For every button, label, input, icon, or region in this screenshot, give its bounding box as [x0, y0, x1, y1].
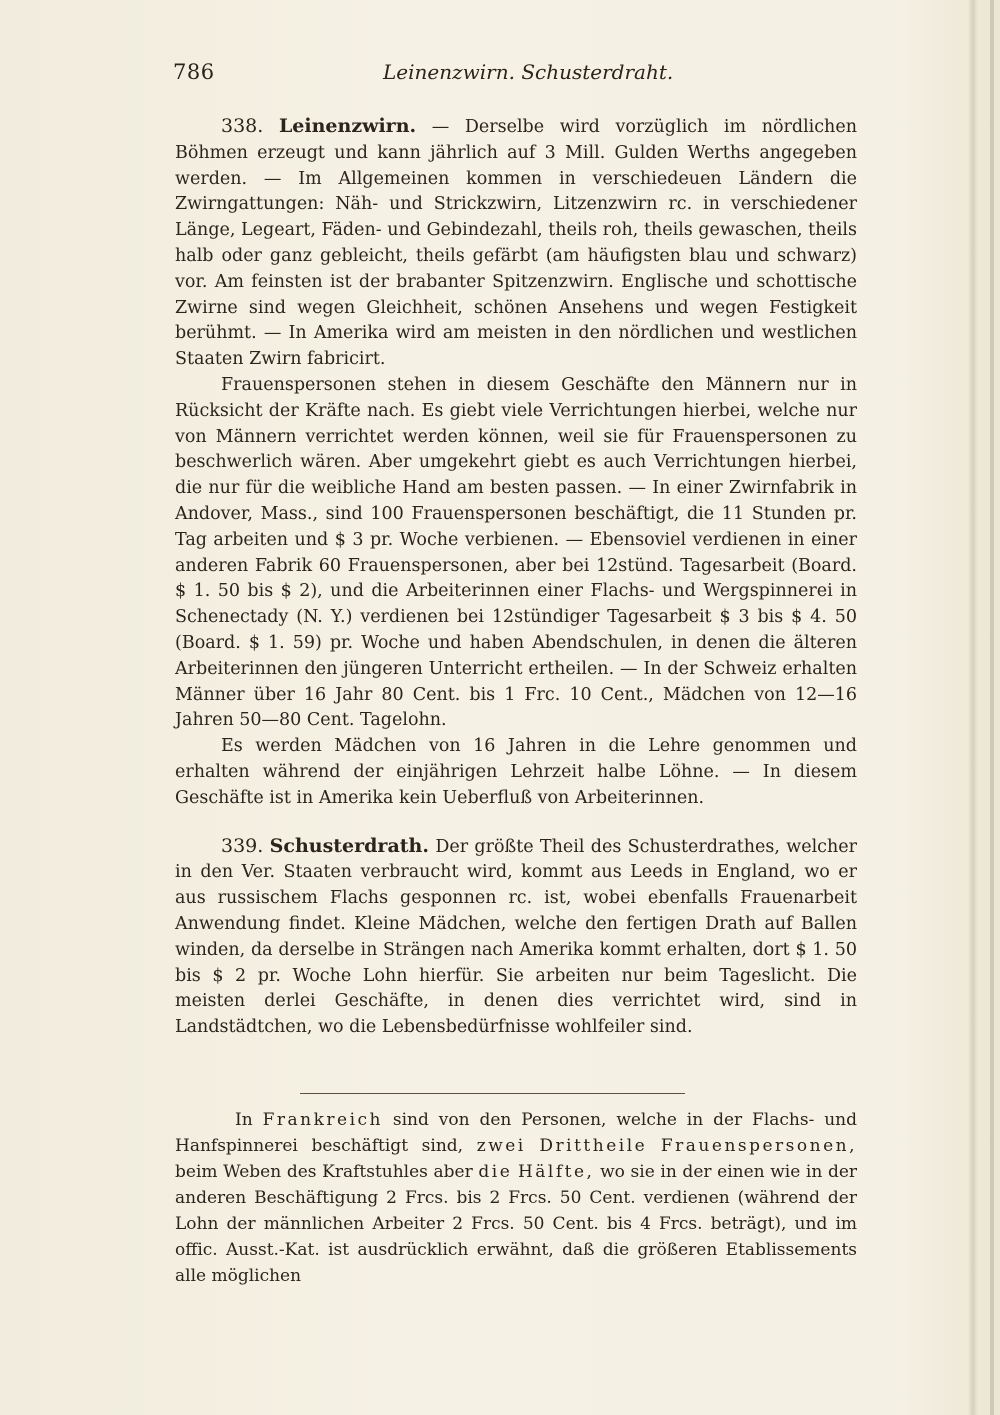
running-title: Leinenzwirn. Schusterdraht.	[383, 60, 674, 84]
section-339-paragraph	[175, 834, 857, 1041]
footnote-haelfte: Hälfte,	[517, 1162, 595, 1182]
footnote-zwei: zwei	[476, 1136, 526, 1156]
section-338-paragraph-3: Es werden Mädchen von 16 Jahren in die Lehre genommen und erhalten während der einjährigen Lehrzeit halbe Löhne. — In diesem Geschäfte ist in Amerika kein Ueberfluß von Arbeiterinnen.	[175, 736, 857, 808]
section-338-paragraph-1	[175, 114, 857, 373]
footnote-divider	[300, 1093, 685, 1094]
section-338-title: Leinenzwirn.	[278, 115, 417, 137]
footnote-frauenspersonen: Frauenspersonen,	[660, 1136, 858, 1156]
footnote-text-1: sind von den Personen, welche in der Flachs- und Hanfspinnerei beschäftigt sind,	[175, 1110, 858, 1156]
page-number: 786	[173, 60, 215, 84]
section-338-number: 338.	[221, 115, 264, 137]
section-339-title: Schusterdrath.	[269, 834, 429, 857]
footnote-word-in: In	[235, 1110, 253, 1130]
main-text	[175, 114, 857, 1041]
page-binding-shadow	[968, 0, 978, 1415]
footnote-die: die	[478, 1162, 513, 1182]
section-339-text: Der größte Theil des Schusterdrathes, welcher in den Ver. Staaten verbraucht wird, kommt aus Leeds in England, wo er aus russischem Flachs gesponnen rc. ist, wobei ebenfalls Frauenarbeit Anwendung findet. Kleine Mädchen, welche den fertigen Drath auf Ballen winden, da derselbe in Strängen nach Amerika kommt erhalten, dort $ 1. 50 bis $ 2 pr. Woche Lohn hierfür. Sie arbeiten nur beim Tageslicht. Die meisten derlei Geschäfte, in denen dies verrichtet wird, sind in Landstädtchen, wo die Lebensbedürfnisse wohlfeiler sind.	[175, 836, 857, 1038]
section-338-text: — Derselbe wird vorzüglich im nördlichen Böhmen erzeugt und kann jährlich auf 3 Mill. Gulden Werths angegeben werden. — Im Allgemeinen kommen in verschiedeuen Ländern die Zwirngattungen: Näh- und Strickzwirn, Litzenzwirn rc. in verschiedener Länge, Legeart, Fäden- und Gebindezahl, theils roh, theils gewaschen, theils halb oder ganz gebleicht, theils gefärbt (am häufigsten blau und schwarz) vor. Am feinsten ist der brabanter Spitzenzwirn. Englische und schottische Zwirne sind wegen Gleichheit, schönen Ansehens und wegen Festigkeit berühmt. — In Amerika wird am meisten in den nördlichen und westlichen Staaten Zwirn fabricirt.	[175, 117, 857, 370]
footnote-text-3: wo sie in der einen wie in der anderen Beschäftigung 2 Frcs. bis 2 Frcs. 50 Cent. verdienen (während der Lohn der männlichen Arbeiter 2 Frcs. 50 Cent. bis 4 Frcs. beträgt), und im offic. Ausst.-Kat. ist ausdrücklich erwähnt, daß die größeren Etablissements alle möglichen	[175, 1162, 858, 1286]
footnote-text-2: beim Weben des Kraftstuhles aber	[175, 1162, 473, 1182]
footnote-paragraph	[175, 1107, 857, 1289]
page-header	[173, 60, 858, 90]
section-338-paragraph-2: Frauenspersonen stehen in diesem Geschäfte den Männern nur in Rücksicht der Kräfte nach. Es giebt viele Verrichtungen hierbei, welche nur von Männern verrichtet werden können, weil sie für Frauenspersonen zu beschwerlich wären. Aber umgekehrt giebt es auch Verrichtungen hierbei, die nur für die weibliche Hand am besten passen. — In einer Zwirnfabrik in Andover, Mass., sind 100 Frauenspersonen beschäftigt, die 11 Stunden pr. Tag arbeiten und $ 3 pr. Woche verbienen. — Ebensoviel verdienen in einer anderen Fabrik 60 Frauenspersonen, aber bei 12stünd. Tagesarbeit (Board. $ 1. 50 bis $ 2), und die Arbeiterinnen einer Flachs- und Wergspinnerei in Schenectady (N. Y.) verdienen bei 12stündiger Tagesarbeit $ 3 bis $ 4. 50 (Board. $ 1. 59) pr. Woche und haben Abendschulen, in denen die älteren Arbeiterinnen den jüngeren Unterricht ertheilen. — In der Schweiz erhalten Männer über 16 Jahr 80 Cent. bis 1 Frc. 10 Cent., Mädchen von 12—16 Jahren 50—80 Cent. Tagelohn.	[175, 374, 857, 731]
footnote	[175, 1107, 857, 1289]
footnote-drittheile: Drittheile	[539, 1136, 648, 1156]
section-339-number: 339.	[221, 834, 264, 857]
page-edge	[990, 0, 994, 1415]
footnote-frankreich: Frankreich	[262, 1110, 383, 1130]
